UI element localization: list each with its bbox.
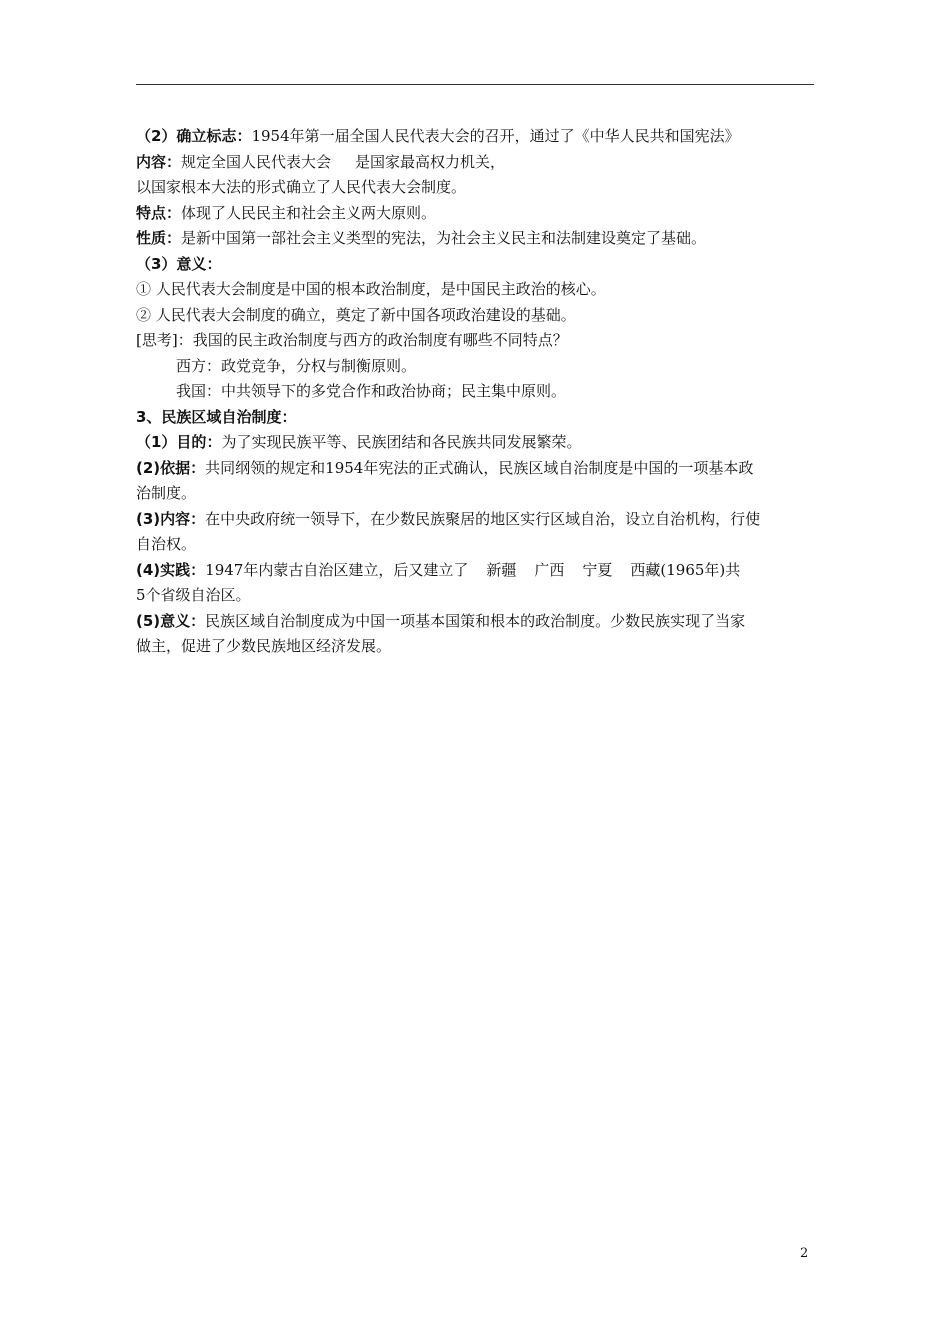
page-number: 2: [800, 1246, 809, 1261]
significance2-label: (5)意义: [136, 611, 191, 630]
nature-line: [136, 226, 814, 252]
practice-sep: ：: [190, 560, 206, 579]
purpose-text: 为了实现民族平等、民族团结和各民族共同发展繁荣。: [221, 433, 582, 451]
practice-region: 新疆: [486, 560, 517, 579]
practice-region: 西藏(1965年)共: [630, 560, 741, 579]
content2-line-1: [136, 507, 814, 533]
header-rule: [136, 84, 814, 85]
basis-text-1: 共同纲领的规定和1954年宪法的正式确认，民族区域自治制度是中国的一项基本政: [205, 458, 754, 477]
features-sep: ：: [166, 203, 182, 222]
establishment-line: [136, 124, 814, 150]
content-label: 内容: [136, 152, 167, 171]
significance-heading-line: [136, 252, 814, 278]
content-line: [136, 150, 814, 176]
practice-line-1: [136, 558, 814, 584]
think-china: 我国：中共领导下的多党合作和政治协商；民主集中原则。: [176, 382, 567, 400]
content-sep: ：: [166, 152, 182, 171]
practice-region: 宁夏: [582, 560, 613, 579]
basis-line-2: 治制度。: [136, 484, 197, 502]
features-text: 体现了人民民主和社会主义两大原则。: [181, 203, 437, 222]
significance-item-2: ② 人民代表大会制度的确立，奠定了新中国各项政治建设的基础。: [136, 305, 576, 324]
content2-sep: ：: [190, 509, 206, 528]
content2-label: (3)内容: [136, 509, 191, 528]
practice-label: (4)实践: [136, 560, 191, 579]
content-line-2: 以国家根本大法的形式确立了人民代表大会制度。: [136, 178, 467, 196]
basis-label: (2)依据: [136, 458, 191, 477]
purpose-label: （1）目的: [136, 433, 207, 451]
content2-text-1: 在中央政府统一领导下，在少数民族聚居的地区实行区域自治，设立自治机构，行使: [205, 509, 761, 528]
content-text-b: 是国家最高权力机关，: [355, 152, 506, 171]
significance-item-1: ① 人民代表大会制度是中国的根本政治制度，是中国民主政治的核心。: [136, 280, 606, 298]
content-text-a: 规定全国人民代表大会: [181, 152, 332, 171]
practice-text-a: 1947年内蒙古自治区建立，后又建立了: [205, 560, 469, 579]
think-west: 西方：政党竞争，分权与制衡原则。: [176, 356, 417, 375]
nature-label: 性质: [136, 229, 167, 247]
purpose-line: [136, 430, 814, 456]
purpose-sep: ：: [206, 433, 222, 451]
significance2-line-2: 做主，促进了少数民族地区经济发展。: [136, 637, 392, 655]
practice-region: 广西: [534, 560, 565, 579]
nature-sep: ：: [166, 229, 182, 247]
practice-line-2: 5个省级自治区。: [136, 586, 251, 604]
establishment-heading: （2）确立标志: [136, 127, 237, 145]
establishment-sep: ：: [236, 127, 252, 145]
significance-heading-sep: ：: [206, 254, 222, 273]
significance2-line-1: [136, 609, 814, 635]
think-question: [思考]：我国的民主政治制度与西方的政治制度有哪些不同特点？: [136, 331, 568, 349]
document-body: [136, 124, 814, 660]
section-3-title: 3、民族区域自治制度：: [136, 407, 297, 426]
establishment-text: 1954年第一届全国人民代表大会的召开，通过了《中华人民共和国宪法》: [251, 127, 740, 145]
features-line: [136, 201, 814, 227]
significance2-sep: ：: [190, 611, 206, 630]
nature-text: 是新中国第一部社会主义类型的宪法，为社会主义民主和法制建设奠定了基础。: [181, 229, 707, 247]
basis-line-1: [136, 456, 814, 482]
content2-line-2: 自治权。: [136, 535, 197, 553]
significance-heading: （3）意义: [136, 254, 207, 273]
significance2-text-1: 民族区域自治制度成为中国一项基本国策和根本的政治制度。少数民族实现了当家: [205, 611, 746, 630]
features-label: 特点: [136, 203, 167, 222]
basis-sep: ：: [190, 458, 206, 477]
